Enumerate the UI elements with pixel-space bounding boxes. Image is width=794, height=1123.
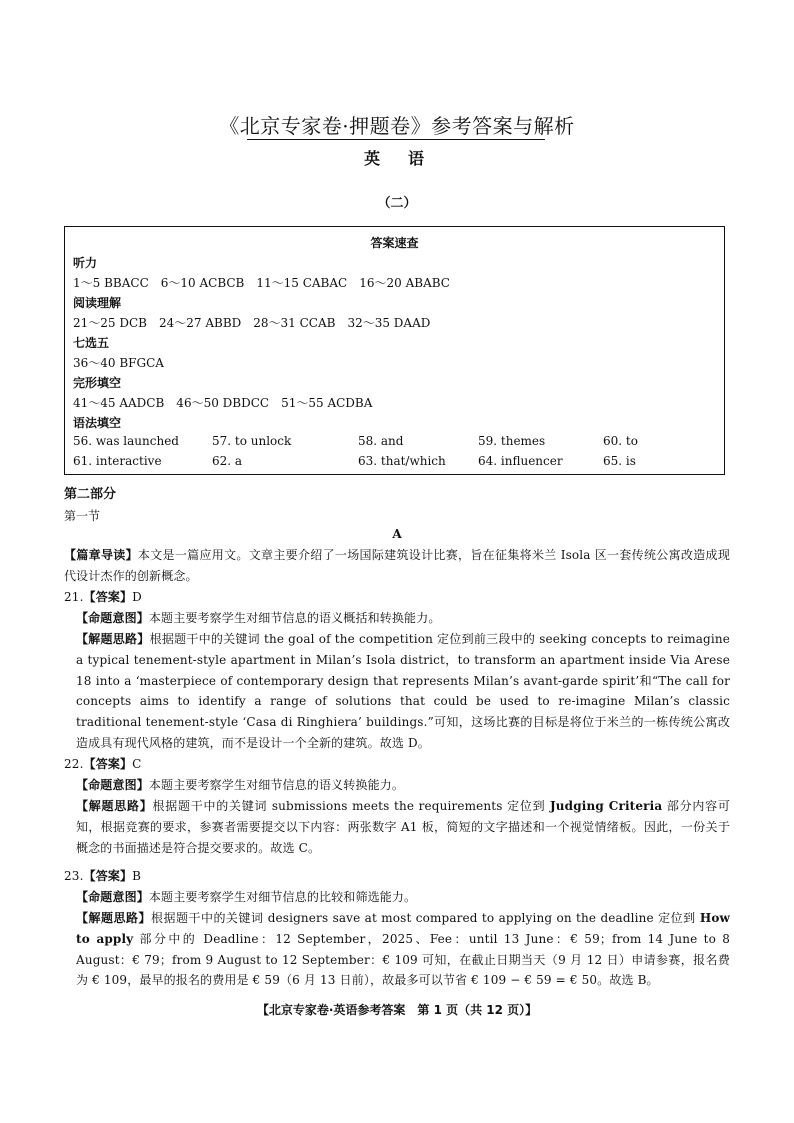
listening-label: 听力 — [73, 256, 98, 270]
reading-label: 阅读理解 — [73, 296, 122, 310]
grammar-fill-label: 语法填空 — [73, 416, 122, 430]
q23-reasoning-text-b: 部分中的 Deadline：12 September，2025、Fee：until 13 June：€ 59；from 14 June to 8 August：€ 79；from 9 August to 12 September：€ 109 可知，在截止日期当天（9 月 12 日）申请参赛，报名费为 € 109，最早的报名的费用是 € 59（6 月 13 日前），故最多可以节省 € 109 − € 59 = € 50。故选 B。 — [76, 931, 730, 988]
q21-number: 21. — [64, 590, 84, 604]
q22-number: 22. — [64, 757, 84, 771]
seven-choose-five-answers: 36～40 BFGCA — [73, 356, 164, 370]
section-one-heading: 第一节 — [64, 509, 101, 523]
grammar-answer: 56. was launched — [73, 434, 179, 448]
q21-answer-line — [64, 587, 730, 608]
q21-intent — [76, 608, 730, 629]
q22-reasoning-text-a: 根据题干中的关键词 submissions meets the requirements 定位到 — [152, 799, 550, 813]
grammar-answer: 63. that/which — [358, 454, 446, 468]
q22-reasoning-text-b: 部分内容可知，根据竞赛的要求，参赛者需要提交以下内容：两张数字 A1 板，简短的文字描述和一个视觉情绪板。因此，一份关于概念的书面描述是符合提交要求的。故选 C。 — [76, 799, 731, 855]
grammar-answer: 57. to unlock — [212, 434, 292, 448]
q22-answer: C — [132, 757, 142, 771]
q22-intent — [76, 775, 730, 796]
q21-reasoning-text: 根据题干中的关键词 the goal of the competition 定位到前三段中的 seeking concepts to reimagine a typical tenement-style apartment in Milan’s Isola district，to transform an apartment inside Via Arese 18 into a ‘masterpiece of contemporary design that represents Milan’s avant-garde spirit’和“The call for concepts aims to identify a range of solutions that could be used to re-imagine Milan’s classic traditional tenement-style ‘Casa di Ringhiera’ buildings.”可知，这场比赛的目标是将位于米兰的一栋传统公寓改造成具有现代风格的建筑，而不是设计一个全新的建筑。故选 D。 — [76, 632, 730, 750]
cloze-answers: 41～45 AADCB 46～50 DBDCC 51～55 ACDBA — [73, 396, 373, 410]
q21-reasoning — [76, 629, 730, 754]
q23-answer: B — [132, 869, 142, 883]
page-title: 《北京专家卷·押题卷》参考答案与解析 — [219, 114, 575, 138]
grammar-answer: 62. a — [212, 454, 243, 468]
guide-text: 本文是一篇应用文。文章主要介绍了一场国际建筑设计比赛，旨在征集将米兰 Isola 区一套传统公寓改造成现代设计杰作的创新概念。 — [64, 548, 730, 583]
answer-tag: 【答案】 — [83, 757, 133, 771]
q22-reasoning-bold: Judging Criteria — [549, 799, 663, 813]
q23-number: 23. — [64, 869, 84, 883]
reading-answers: 21～25 DCB 24～27 ABBD 28～31 CCAB 32～35 DAAD — [73, 316, 431, 330]
subject-heading: 英 语 — [363, 149, 430, 168]
part-two-heading: 第二部分 — [64, 487, 117, 502]
grammar-answer: 60. to — [603, 434, 638, 448]
grammar-answer: 58. and — [358, 434, 404, 448]
q22-answer-line — [64, 754, 730, 775]
guide-tag: 【篇章导读】 — [64, 548, 138, 562]
reasoning-tag: 【解题思路】 — [76, 911, 151, 925]
q23-reasoning-bold: How to apply — [76, 911, 730, 946]
q23-reasoning — [76, 908, 730, 991]
grammar-answer: 59. themes — [478, 434, 546, 448]
passage-letter: A — [392, 527, 402, 541]
answer-quick-reference-box — [64, 226, 725, 475]
answer-box-title: 答案速查 — [370, 236, 419, 250]
passage-guide — [64, 545, 730, 587]
q22-reasoning — [76, 796, 730, 858]
answer-tag: 【答案】 — [83, 590, 133, 604]
paper-number: （二） — [377, 196, 417, 211]
q23-intent-text: 本题主要考察学生对细节信息的比较和筛选能力。 — [148, 890, 417, 904]
q22-intent-text: 本题主要考察学生对细节信息的语义转换能力。 — [148, 778, 405, 792]
seven-choose-five-label: 七选五 — [73, 336, 110, 350]
reasoning-tag: 【解题思路】 — [76, 632, 150, 646]
intent-tag: 【命题意图】 — [76, 611, 149, 625]
grammar-answer: 64. influencer — [478, 454, 563, 468]
q23-intent — [76, 887, 730, 908]
q21-answer: D — [132, 590, 142, 604]
cloze-label: 完形填空 — [73, 376, 122, 390]
reasoning-tag: 【解题思路】 — [76, 799, 153, 813]
intent-tag: 【命题意图】 — [76, 890, 149, 904]
q21-intent-text: 本题主要考察学生对细节信息的语义概括和转换能力。 — [148, 611, 441, 625]
grammar-answer: 61. interactive — [73, 454, 162, 468]
page-footer: 【北京专家卷·英语参考答案 第 1 页（共 12 页）】 — [256, 1003, 538, 1017]
title-underline — [247, 139, 545, 140]
grammar-answer: 65. is — [603, 454, 636, 468]
listening-answers: 1～5 BBACC 6～10 ACBCB 11～15 CABAC 16～20 ABABC — [73, 276, 450, 290]
answer-tag: 【答案】 — [83, 869, 133, 883]
q23-answer-line — [64, 866, 730, 887]
intent-tag: 【命题意图】 — [76, 778, 149, 792]
q23-reasoning-text-a: 根据题干中的关键词 designers save at most compared to applying on the deadline 定位到 — [150, 911, 700, 925]
